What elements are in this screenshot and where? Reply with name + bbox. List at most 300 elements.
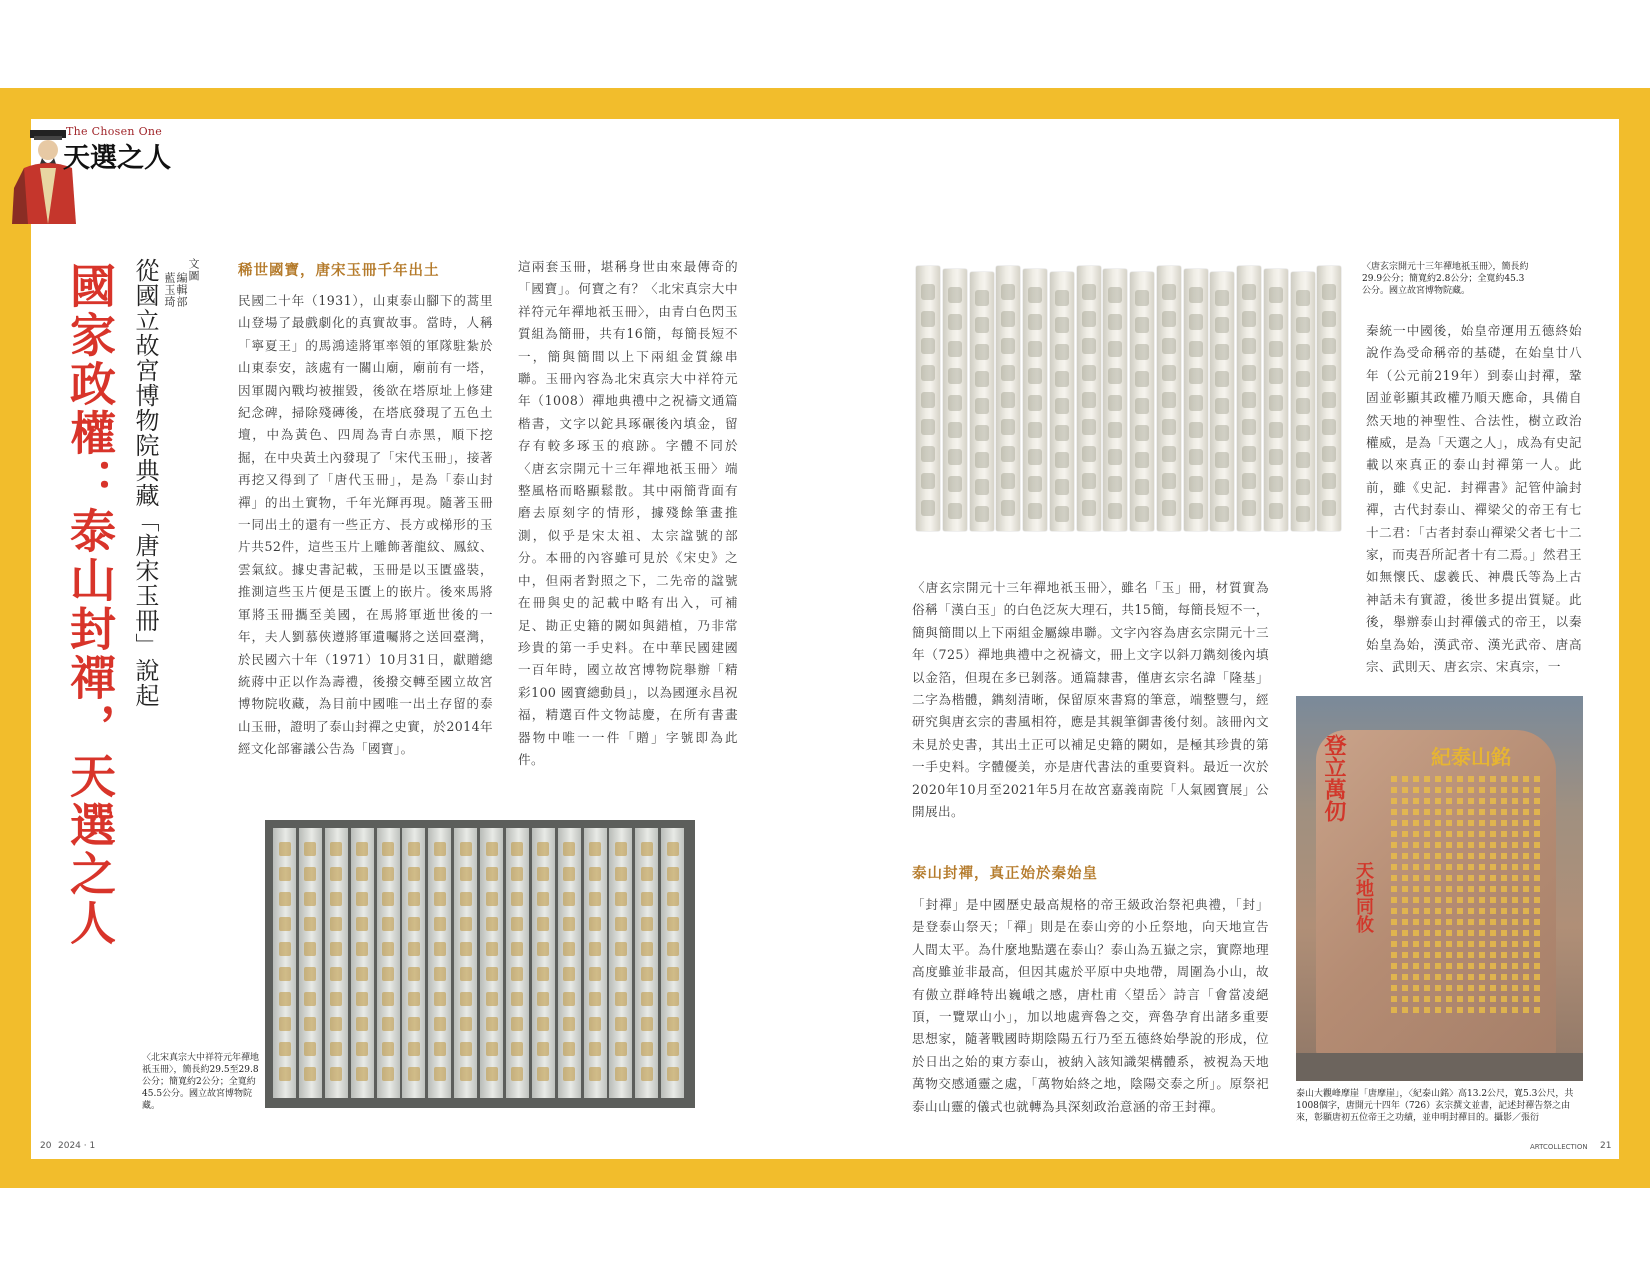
cliff-gold-character (1424, 974, 1430, 980)
cliff-gold-character (1446, 974, 1452, 980)
cliff-gold-character (1391, 776, 1397, 782)
song-tablet-strip (506, 828, 529, 1098)
cliff-gold-character (1501, 985, 1507, 991)
cliff-gold-character (1512, 985, 1518, 991)
section1-heading: 稀世國寶，唐宋玉冊千年出土 (238, 262, 440, 279)
tang-tablet-strip (943, 269, 967, 531)
cliff-gold-character (1534, 831, 1540, 837)
cliff-gold-character (1413, 1007, 1419, 1013)
cliff-gold-character (1501, 886, 1507, 892)
cliff-gold-character (1424, 820, 1430, 826)
credit-role: 文圖 (187, 258, 200, 282)
cliff-gold-character (1424, 853, 1430, 859)
cliff-gold-character (1424, 831, 1430, 837)
cliff-gold-character (1501, 941, 1507, 947)
cliff-gold-character (1424, 864, 1430, 870)
cliff-gold-character (1402, 798, 1408, 804)
cliff-gold-character (1435, 787, 1441, 793)
cliff-gold-character (1490, 952, 1496, 958)
cliff-gold-character (1402, 820, 1408, 826)
cliff-gold-character (1413, 963, 1419, 969)
cliff-gold-character (1391, 787, 1397, 793)
cliff-top-inscription: 紀泰山銘 (1431, 745, 1511, 769)
song-tablet-strip (325, 828, 348, 1098)
cliff-gold-character (1512, 919, 1518, 925)
cliff-gold-character (1457, 963, 1463, 969)
cliff-gold-character (1402, 930, 1408, 936)
cliff-gold-character (1468, 886, 1474, 892)
cliff-gold-character (1413, 974, 1419, 980)
cliff-gold-character (1435, 886, 1441, 892)
cliff-gold-character (1490, 1007, 1496, 1013)
cliff-gold-character (1490, 776, 1496, 782)
cliff-gold-character (1446, 996, 1452, 1002)
tang-tablet-strip (1291, 272, 1315, 531)
cliff-gold-character (1512, 941, 1518, 947)
song-tablet-strip (480, 828, 503, 1098)
cliff-gold-character (1501, 842, 1507, 848)
cliff-gold-character (1479, 941, 1485, 947)
cliff-gold-character (1435, 963, 1441, 969)
cliff-gold-character (1446, 985, 1452, 991)
cliff-gold-character (1457, 776, 1463, 782)
cliff-gold-character (1457, 820, 1463, 826)
cliff-gold-character (1468, 842, 1474, 848)
cliff-gold-character (1468, 809, 1474, 815)
cliff-gold-character (1490, 930, 1496, 936)
cliff-gold-character (1490, 996, 1496, 1002)
cliff-gold-character (1446, 820, 1452, 826)
cliff-gold-character (1446, 941, 1452, 947)
cliff-gold-character (1534, 963, 1540, 969)
section2-body: 「封禪」是中國歷史最高規格的帝王級政治祭祀典禮，「封」是登泰山祭天；「禪」則是在泰山旁的小丘祭地，向天地宣告人間太平。為什麼地點選在泰山？泰山為五嶽之宗，實際地理高度雖並非最高，但因其處於平原中央地帶，周圍為小山，故有傲立群峰特出巍峨之感，唐杜甫〈望岳〉詩言「會當凌絕頂，一覽眾山小」，加以地處齊魯之交，齊魯孕育出諸多重要思想家，隨著戰國時期陰陽五行乃至五德終始學說的形成，位於日出之始的東方泰山，被納入該知識架構體系，被視為天地萬物交感通靈之處，「萬物始終之地，陰陽交泰之所」。原祭祀泰山山靈的儀式也就轉為具深刻政治意涵的帝王封禪。 (912, 897, 1269, 1114)
cliff-gold-character (1424, 985, 1430, 991)
cliff-gold-character (1468, 908, 1474, 914)
cliff-gold-character (1468, 897, 1474, 903)
cliff-gold-character (1523, 897, 1529, 903)
cliff-gold-character (1457, 787, 1463, 793)
cliff-gold-character (1435, 941, 1441, 947)
cliff-gold-character (1457, 996, 1463, 1002)
cliff-caption: 泰山大觀峰摩崖「唐摩崖」，〈紀泰山銘〉高13.2公尺，寬5.3公尺，共1008個字，唐開元十四年（726）玄宗撰文並書，記述封禪告祭之由來，彰顯唐初五位帝王之功績，並申明封禪目的。攝影／張衍 (1296, 1089, 1574, 1123)
tang-jade-tablets-photo (912, 260, 1348, 537)
cliff-gold-character (1468, 1007, 1474, 1013)
cliff-gold-character (1435, 842, 1441, 848)
tang-tablet-strip (1184, 269, 1208, 531)
cliff-gold-character (1468, 963, 1474, 969)
section1-column2: 這兩套玉冊，堪稱身世由來最傳奇的「國寶」。何寶之有？〈北宋真宗大中祥符元年禪地祇玉冊〉，由青白色閃玉質組為簡冊，共有16簡，每簡長短不一，簡與簡間以上下兩組金質線串聯。玉冊內容為北宋真宗大中祥符元年（1008）禪地典禮中之祝禱文通篇楷書，文字以鉈具琢碾後內填金，留存有較多琢玉的痕跡。字體不同於〈唐玄宗開元十三年禪地祇玉冊〉端整風格而略顯鬆散。其中兩簡背面有磨去原刻字的情形，據殘餘筆畫推測，似乎是宋太祖、太宗諡號的部分。本冊的內容雖可見於《宋史》之中，但兩者對照之下，二先帝的諡號在冊與史的記載中略有出入，可補足、勘正史籍的闕如與錯植，乃非常珍貴的第一手史料。在中華民國建國一百年時，國立故宮博物院舉辦「精彩100 國寶總動員」，以為國運永昌祝福，精選百件文物誌慶，在所有書畫器物中唯一一件「贈」字號即為此件。 (518, 259, 738, 767)
cliff-gold-character (1523, 974, 1529, 980)
cliff-gold-character (1501, 875, 1507, 881)
cliff-gold-character (1512, 776, 1518, 782)
cliff-gold-character (1391, 809, 1397, 815)
cliff-gold-character (1446, 842, 1452, 848)
cliff-gold-character (1512, 787, 1518, 793)
cliff-gold-character (1402, 985, 1408, 991)
cliff-gold-character (1457, 941, 1463, 947)
cliff-gold-character (1457, 897, 1463, 903)
cliff-gold-character (1534, 842, 1540, 848)
cliff-gold-character (1446, 919, 1452, 925)
cliff-gold-character (1413, 831, 1419, 837)
cliff-gold-character (1457, 952, 1463, 958)
right-page-number: 21 (1600, 1141, 1612, 1151)
cliff-gold-character (1523, 853, 1529, 859)
cliff-gold-character (1402, 831, 1408, 837)
cliff-gold-character (1490, 820, 1496, 826)
cliff-gold-character (1523, 875, 1529, 881)
cliff-gold-character (1523, 952, 1529, 958)
cliff-gold-character (1435, 930, 1441, 936)
cliff-gold-character (1534, 996, 1540, 1002)
cliff-gold-character (1523, 941, 1529, 947)
tang-tablet-strip (1023, 269, 1047, 531)
cliff-gold-character (1512, 831, 1518, 837)
song-tablet-strip (351, 828, 374, 1098)
cliff-gold-character (1435, 820, 1441, 826)
cliff-gold-character (1391, 875, 1397, 881)
cliff-gold-character (1501, 974, 1507, 980)
cliff-gold-character (1435, 919, 1441, 925)
cliff-gold-character (1402, 875, 1408, 881)
cliff-gold-character (1424, 996, 1430, 1002)
cliff-gold-character (1523, 798, 1529, 804)
tang-tablet-strip (1157, 266, 1181, 531)
cliff-gold-character (1413, 842, 1419, 848)
cliff-gold-character (1501, 919, 1507, 925)
cliff-gold-character (1413, 886, 1419, 892)
cliff-gold-character (1424, 842, 1430, 848)
song-jade-tablets-photo (265, 820, 695, 1108)
cliff-gold-character (1512, 886, 1518, 892)
tang-tablet-strip (1317, 266, 1341, 531)
cliff-gold-character (1446, 864, 1452, 870)
song-tablet-strip (377, 828, 400, 1098)
cliff-gold-character (1391, 963, 1397, 969)
cliff-gold-character (1424, 941, 1430, 947)
cliff-gold-character (1534, 952, 1540, 958)
cliff-gold-character (1490, 875, 1496, 881)
cliff-gold-character (1534, 908, 1540, 914)
cliff-gold-character (1446, 798, 1452, 804)
cliff-gold-character (1402, 952, 1408, 958)
song-tablet-strip (532, 828, 555, 1098)
cliff-gold-character (1501, 1007, 1507, 1013)
cliff-gold-character (1413, 996, 1419, 1002)
cliff-gold-character (1468, 941, 1474, 947)
cliff-gold-character (1534, 787, 1540, 793)
cliff-gold-character (1523, 809, 1529, 815)
cliff-gold-character (1468, 974, 1474, 980)
tang-tablets-caption: 〈唐玄宗開元十三年禪地祇玉冊〉，簡長約29.9公分；簡寬約2.8公分；全寬約45.3公分。國立故宮博物院藏。 (1362, 262, 1529, 296)
song-tablet-strip (609, 828, 632, 1098)
cliff-gold-character (1534, 974, 1540, 980)
cliff-gold-character (1512, 864, 1518, 870)
cliff-gold-character (1435, 974, 1441, 980)
cliff-gold-character (1490, 963, 1496, 969)
cliff-gold-character (1512, 842, 1518, 848)
taishan-cliff-inscription-photo (1296, 696, 1583, 1081)
cliff-gold-character (1402, 1007, 1408, 1013)
cliff-gold-character (1391, 831, 1397, 837)
cliff-gold-character (1413, 897, 1419, 903)
song-tablet-strip (661, 828, 684, 1098)
cliff-gold-character (1534, 820, 1540, 826)
cliff-gold-character (1413, 985, 1419, 991)
cliff-gold-character (1512, 897, 1518, 903)
cliff-gold-character (1457, 864, 1463, 870)
right-magazine-name: ARTCOLLECTION (1530, 1143, 1588, 1151)
cliff-gold-character (1446, 831, 1452, 837)
cliff-gold-character (1479, 996, 1485, 1002)
song-tablet-strip (402, 828, 425, 1098)
cliff-gold-character (1523, 820, 1529, 826)
cliff-gold-character (1468, 798, 1474, 804)
cliff-gold-character (1468, 853, 1474, 859)
cliff-gold-character (1402, 886, 1408, 892)
cliff-gold-character (1501, 820, 1507, 826)
cliff-gold-character (1479, 952, 1485, 958)
cliff-gold-character (1490, 985, 1496, 991)
cliff-gold-character (1391, 897, 1397, 903)
cliff-gold-character (1468, 820, 1474, 826)
cliff-gold-character (1446, 809, 1452, 815)
tang-tablet-strip (970, 272, 994, 531)
cliff-gold-character (1523, 963, 1529, 969)
cliff-gold-character (1501, 853, 1507, 859)
cliff-gold-character (1402, 787, 1408, 793)
cliff-gold-character (1534, 985, 1540, 991)
cliff-gold-character (1435, 985, 1441, 991)
song-tablet-strip (454, 828, 477, 1098)
tang-tablet-strip (996, 266, 1020, 531)
cliff-gold-character (1391, 842, 1397, 848)
cliff-gold-character (1413, 820, 1419, 826)
cliff-gold-character (1512, 1007, 1518, 1013)
cliff-gold-character (1391, 820, 1397, 826)
qin-shihuang-paragraph: 秦統一中國後，始皇帝運用五德終始說作為受命稱帝的基礎，在始皇廿八年（公元前219年）到泰山封禪，鞏固並彰顯其政權乃順天應命，具備自然天地的神聖性、合法性，樹立政治權威，是為「天選之人」，成為有史記載以來真正的泰山封禪第一人。此前，雖《史記．封禪書》記管仲論封禪，古代封泰山、禪梁父的帝王有七十二君：「古者封泰山禪梁父者七十二家，而夷吾所記者十有二焉。」然君王如無懷氏、虙羲氏、神農氏等為上古神話未有實證，後世多提出質疑。此後，舉辦泰山封禪儀式的帝王，以秦始皇為始，漢武帝、漢光武帝、唐高宗、武則天、唐玄宗、宋真宗，一 (1366, 323, 1582, 675)
cliff-gold-character (1457, 985, 1463, 991)
cliff-gold-character (1457, 930, 1463, 936)
cliff-gold-character (1534, 875, 1540, 881)
cliff-gold-character (1413, 776, 1419, 782)
cliff-gold-character (1512, 875, 1518, 881)
cliff-gold-character (1424, 776, 1430, 782)
cliff-gold-character (1435, 864, 1441, 870)
cliff-gold-character (1402, 897, 1408, 903)
cliff-gold-character (1468, 996, 1474, 1002)
cliff-gold-character (1457, 919, 1463, 925)
cliff-gold-character (1391, 853, 1397, 859)
cliff-gold-character (1512, 853, 1518, 859)
cliff-gold-character (1534, 809, 1540, 815)
cliff-gold-character (1490, 864, 1496, 870)
cliff-gold-character (1402, 974, 1408, 980)
cliff-gold-character (1479, 842, 1485, 848)
cliff-gold-character (1501, 809, 1507, 815)
cliff-gold-character (1424, 886, 1430, 892)
cliff-gold-character (1413, 798, 1419, 804)
cliff-gold-character (1523, 996, 1529, 1002)
cliff-gold-character (1424, 897, 1430, 903)
left-page-number: 20 (40, 1141, 52, 1151)
cliff-gold-character (1457, 886, 1463, 892)
cliff-gold-character (1424, 963, 1430, 969)
cliff-gold-character (1468, 864, 1474, 870)
song-tablet-strip (299, 828, 322, 1098)
cliff-gold-character (1523, 776, 1529, 782)
cliff-gold-character (1402, 996, 1408, 1002)
cliff-gold-character (1501, 831, 1507, 837)
cliff-gold-character (1490, 919, 1496, 925)
tang-tablet-strip (1130, 272, 1154, 531)
cliff-gold-character (1468, 919, 1474, 925)
cliff-gold-character (1424, 930, 1430, 936)
cliff-gold-character (1413, 941, 1419, 947)
cliff-gold-character (1424, 952, 1430, 958)
cliff-gold-character (1457, 974, 1463, 980)
left-issue-label: 2024 · 1 (58, 1141, 96, 1151)
cliff-gold-character (1490, 886, 1496, 892)
cliff-gold-character (1479, 853, 1485, 859)
section2-heading: 泰山封禪，真正始於秦始皇 (912, 865, 1098, 882)
credit-name: 藍玉琦 (163, 272, 176, 308)
cliff-gold-character (1457, 809, 1463, 815)
cliff-gold-character (1446, 908, 1452, 914)
cliff-gold-character (1446, 787, 1452, 793)
cliff-gold-character (1479, 908, 1485, 914)
song-tablet-strip (635, 828, 658, 1098)
cliff-gold-character (1534, 897, 1540, 903)
section1-column1: 民國二十年（1931），山東泰山腳下的蒿里山登場了最戲劇化的真實故事。當時，人稱「寧夏王」的馬鴻逵將軍率領的軍隊駐紮於山東泰安，該處有一關山廟，廟前有一塔，因軍閥內戰均被摧毀，後欲在塔原址上修建紀念碑，掃除殘磚後，在塔底發現了五色土壇，中為黃色、四周為青白赤黑，順下挖掘，在中央黃土內發現了「宋代玉冊」，接著再挖又得到了「唐代玉冊」，是為「泰山封禪」的出土實物，千年光輝再現。隨著玉冊一同出土的還有一些正方、長方或梯形的玉片共52件，這些玉片上雕飾著龍紋、鳳紋、雲氣紋。據史書記載，玉冊是以玉匱盛裝，推測這些玉片便是玉匱上的嵌片。後來馬將軍將玉冊攜至美國，在馬將軍逝世後的一年，夫人劉慕俠遵將軍遺囑將之送回臺灣，於民國六十年（1971）10月31日，獻贈總統蔣中正以作為壽禮，後撥交轉至國立故宮博物院收藏，為目前中國唯一出土存留的泰山玉冊，證明了泰山封禪之史實，於2014年經文化部審議公告為「國寶」。 (238, 293, 493, 757)
cliff-gold-character (1468, 831, 1474, 837)
cliff-gold-character (1391, 996, 1397, 1002)
cliff-gold-character (1413, 787, 1419, 793)
cliff-gold-character (1435, 996, 1441, 1002)
cliff-gold-character (1457, 842, 1463, 848)
cliff-gold-character (1402, 853, 1408, 859)
cliff-gold-character (1402, 908, 1408, 914)
cliff-gold-character (1501, 930, 1507, 936)
cliff-gold-character (1468, 875, 1474, 881)
cliff-gold-character (1490, 853, 1496, 859)
cliff-gold-character (1479, 875, 1485, 881)
cliff-gold-character (1391, 974, 1397, 980)
tang-tablet-strip (1264, 269, 1288, 531)
cliff-gold-character (1435, 853, 1441, 859)
cliff-gold-character (1391, 886, 1397, 892)
cliff-gold-character (1523, 787, 1529, 793)
cliff-gold-character (1391, 941, 1397, 947)
cliff-gold-character (1490, 809, 1496, 815)
cliff-gold-character (1435, 875, 1441, 881)
cliff-gold-character (1424, 919, 1430, 925)
cliff-gold-character (1446, 776, 1452, 782)
cliff-gold-character (1512, 952, 1518, 958)
cliff-gold-character (1413, 853, 1419, 859)
cliff-gold-character (1512, 996, 1518, 1002)
cliff-gold-character (1391, 930, 1397, 936)
author-credit (163, 258, 200, 318)
cliff-side-inscription: 登立萬仞 (1321, 734, 1347, 822)
cliff-gold-character (1391, 864, 1397, 870)
cliff-gold-character (1523, 908, 1529, 914)
cliff-gold-character (1402, 842, 1408, 848)
cliff-gold-character (1413, 952, 1419, 958)
cliff-gold-character (1413, 864, 1419, 870)
cliff-gold-character (1523, 831, 1529, 837)
cliff-gold-character (1391, 919, 1397, 925)
cliff-gold-character (1446, 897, 1452, 903)
cliff-middle-inscription: 天地同攸 (1353, 861, 1374, 933)
cliff-gold-character (1468, 776, 1474, 782)
cliff-gold-character (1424, 875, 1430, 881)
cliff-gold-character (1501, 996, 1507, 1002)
cliff-gold-character (1424, 809, 1430, 815)
cliff-gold-character (1523, 886, 1529, 892)
series-label-zh: 天選之人 (63, 143, 171, 174)
cliff-gold-character (1435, 798, 1441, 804)
cliff-gold-character (1402, 776, 1408, 782)
cliff-gold-character (1490, 831, 1496, 837)
cliff-gold-character (1424, 798, 1430, 804)
cliff-gold-character (1479, 831, 1485, 837)
cliff-gold-character (1413, 930, 1419, 936)
cliff-gold-character (1512, 798, 1518, 804)
cliff-gold-character (1402, 919, 1408, 925)
tang-tablet-strip (1050, 272, 1074, 531)
cliff-gold-character (1391, 1007, 1397, 1013)
series-label-en: The Chosen One (66, 125, 163, 138)
cliff-gold-character (1457, 798, 1463, 804)
cliff-gold-character (1435, 776, 1441, 782)
cliff-gold-character (1391, 985, 1397, 991)
cliff-gold-character (1534, 776, 1540, 782)
cliff-gold-character (1435, 831, 1441, 837)
cliff-gold-character (1479, 1007, 1485, 1013)
cliff-gold-character (1501, 798, 1507, 804)
cliff-gold-character (1479, 864, 1485, 870)
cliff-gold-character (1413, 875, 1419, 881)
article-title: 國家政權：泰山封禪，天選之人 (63, 262, 117, 948)
cliff-gold-character (1413, 908, 1419, 914)
cliff-gold-character (1479, 787, 1485, 793)
cliff-gold-character (1501, 776, 1507, 782)
cliff-gold-character (1479, 974, 1485, 980)
cliff-gold-character (1435, 809, 1441, 815)
cliff-gold-character (1534, 886, 1540, 892)
cliff-gold-character (1468, 930, 1474, 936)
credit-dept: 編輯部 (175, 272, 188, 308)
cliff-gold-character (1479, 985, 1485, 991)
cliff-gold-character (1523, 930, 1529, 936)
cliff-gold-character (1435, 952, 1441, 958)
cliff-gold-character (1468, 985, 1474, 991)
cliff-gold-character (1457, 1007, 1463, 1013)
cliff-gold-character (1402, 941, 1408, 947)
cliff-gold-character (1490, 897, 1496, 903)
cliff-gold-character (1446, 886, 1452, 892)
cliff-gold-character (1512, 908, 1518, 914)
cliff-gold-character (1490, 798, 1496, 804)
cliff-gold-character (1534, 1007, 1540, 1013)
cliff-gold-character (1468, 787, 1474, 793)
cliff-gold-character (1391, 908, 1397, 914)
cliff-gold-character (1490, 787, 1496, 793)
cliff-gold-character (1512, 974, 1518, 980)
article-subtitle: 從國立故宮博物院典藏「唐宋玉冊」說起 (131, 258, 159, 708)
cliff-gold-character (1534, 864, 1540, 870)
